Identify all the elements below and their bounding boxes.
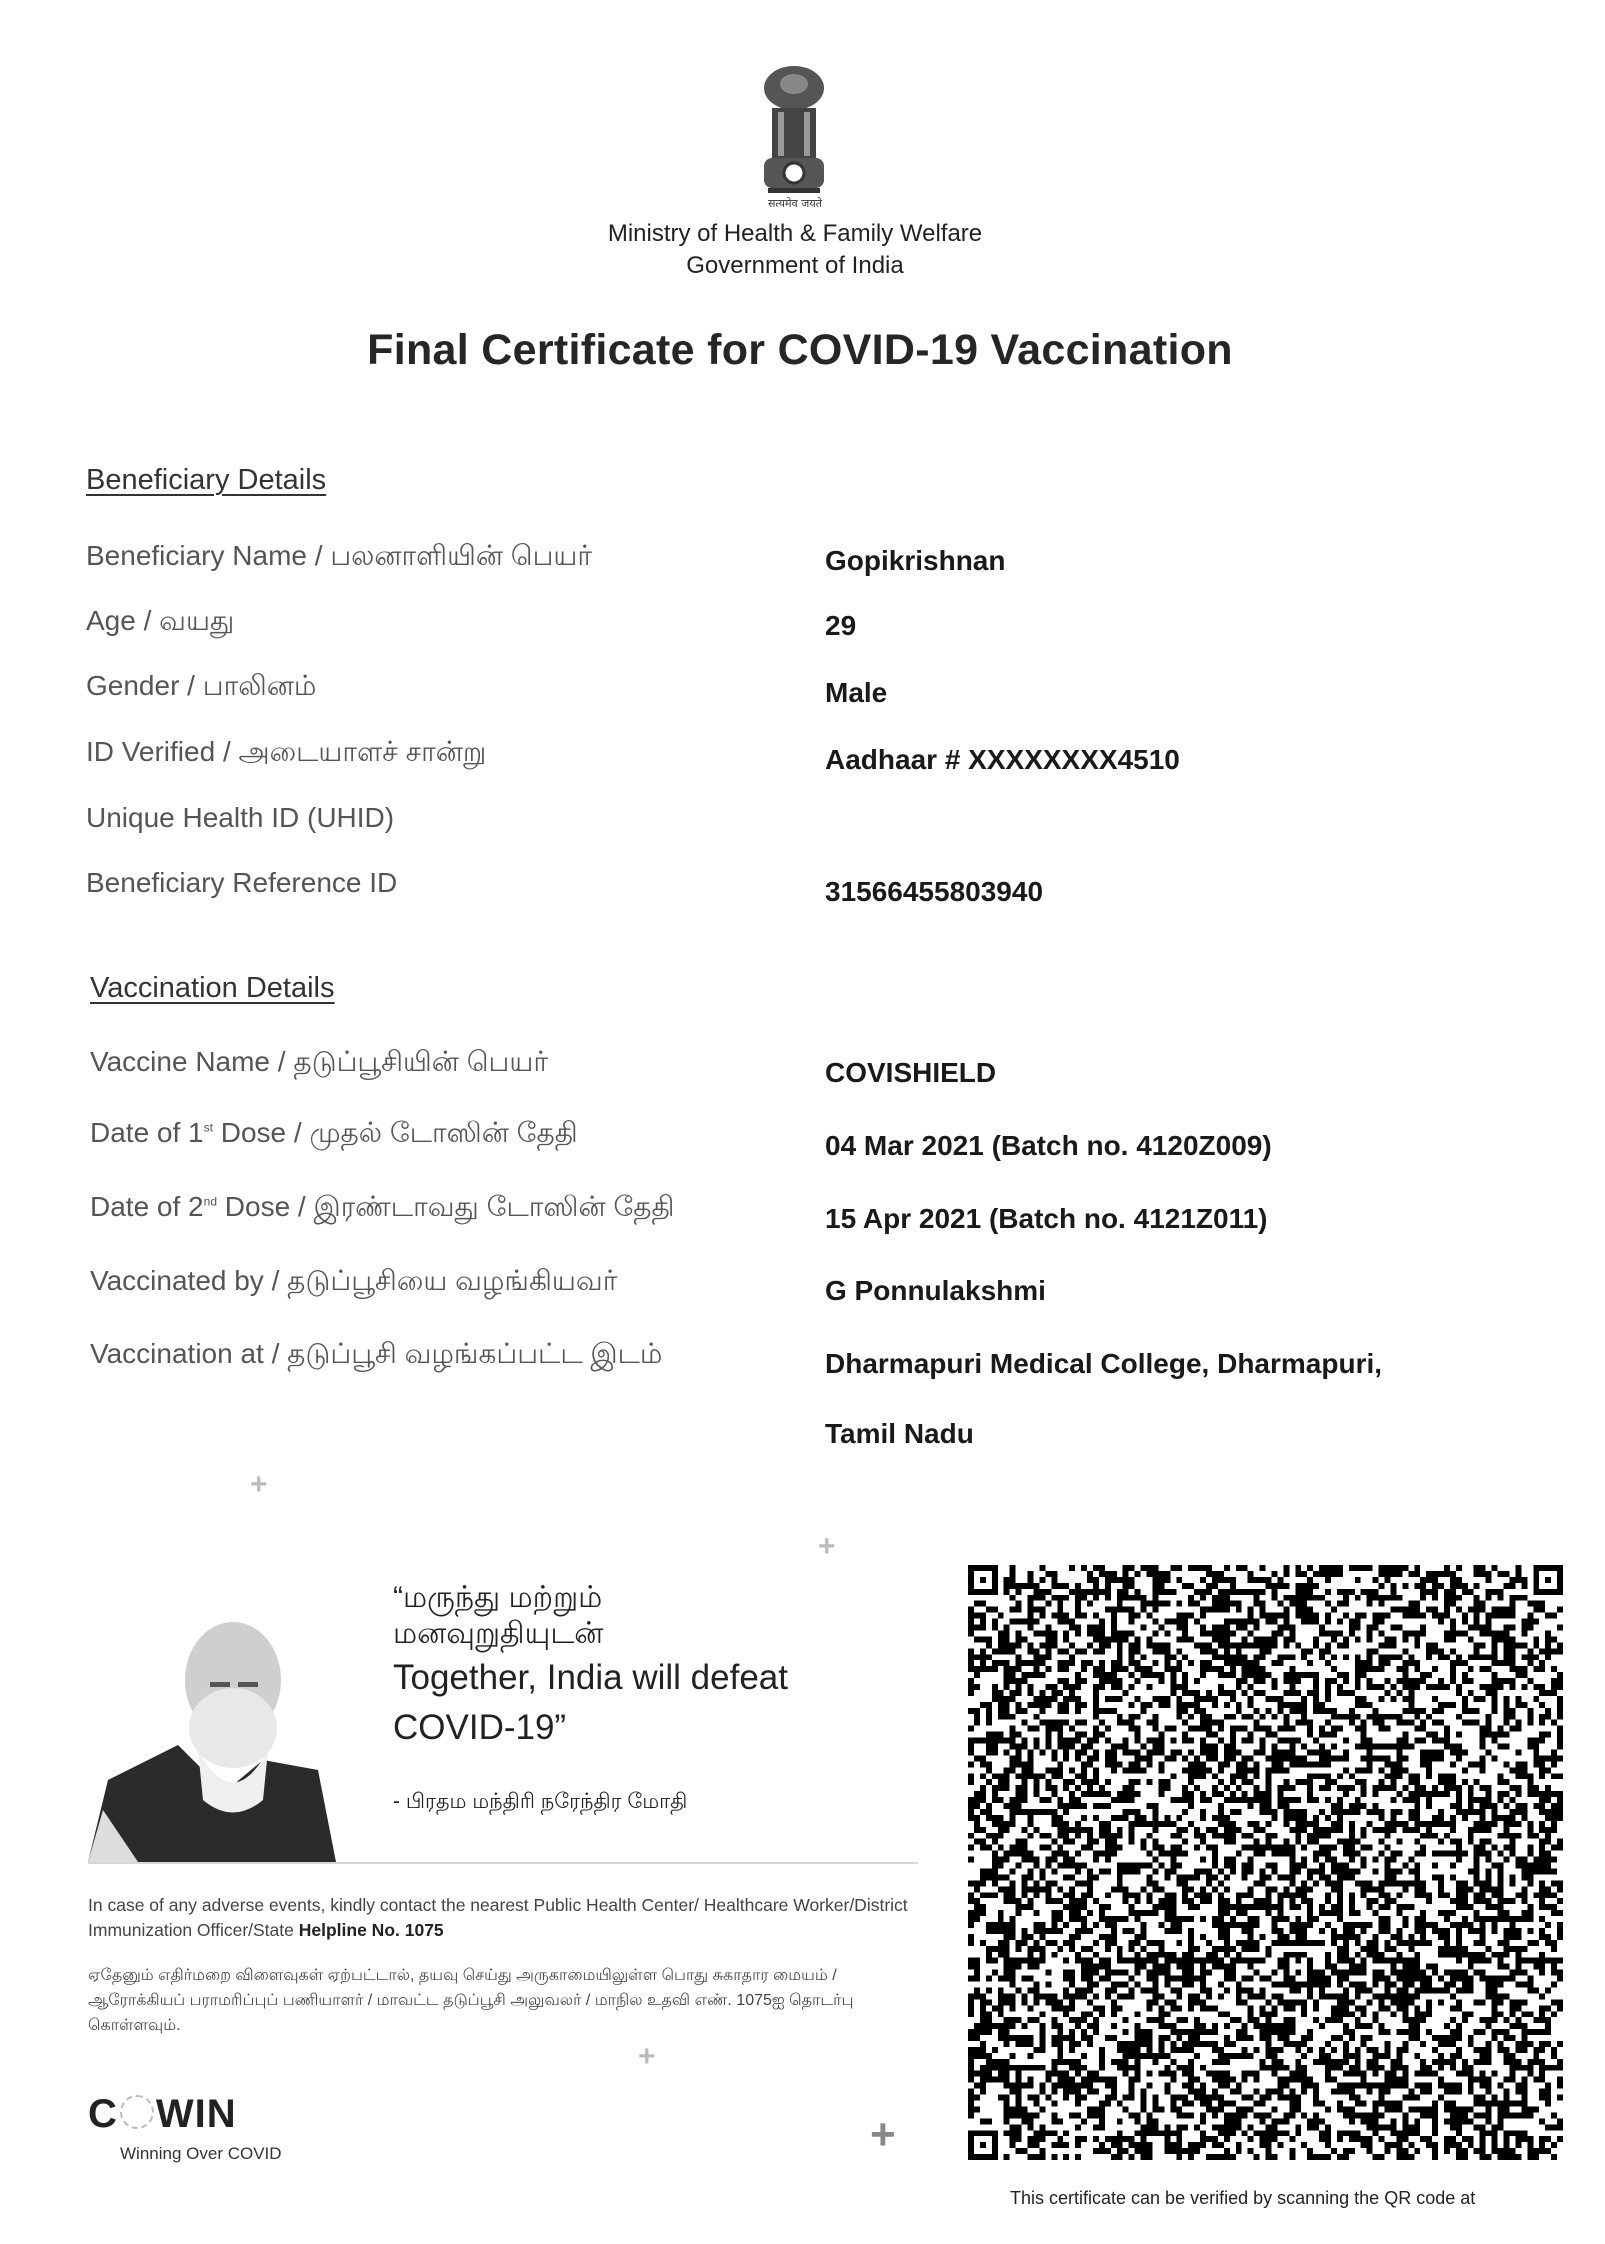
emblem-motto: सत्यमेव जयते [767, 197, 822, 210]
quote-block [393, 1580, 788, 1750]
quote-attribution: - பிரதம மந்திரி நரேந்திர மோதி [393, 1790, 688, 1813]
quote-english-line1: Together, India will defeat [393, 1658, 788, 1697]
vaccination-at-value-line2: Tamil Nadu [825, 1418, 974, 1449]
dose2-date-value: 15 Apr 2021 (Batch no. 4121Z011) [825, 1203, 1268, 1234]
dose1-date-value: 04 Mar 2021 (Batch no. 4120Z009) [825, 1130, 1272, 1161]
beneficiary-details-heading: Beneficiary Details [86, 464, 327, 496]
age-label: Age / வயது [86, 605, 235, 636]
decorative-plus-icon: + [870, 2110, 896, 2159]
adverse-events-advisory: In case of any adverse events, kindly contact the nearest Public Health Center/ Healthcare Worker/District Immunization Officer/State Helpline No. 1075 [88, 1895, 908, 1940]
uhid-label: Unique Health ID (UHID) [86, 802, 395, 833]
quote-tamil-line2: மனவுறுதியுடன் [393, 1617, 604, 1650]
vaccine-name-label: Vaccine Name / தடுப்பூசியின் பெயர் [90, 1046, 548, 1077]
vaccine-name-value: COVISHIELD [825, 1057, 997, 1088]
dose2-date-label: Date of 2nd Dose / இரண்டாவது டோஸின் தேதி [90, 1191, 675, 1222]
id-verified-label: ID Verified / அடையாளச் சான்று [86, 736, 487, 767]
gender-value: Male [825, 677, 888, 708]
qr-code-icon[interactable] [968, 1565, 1563, 2160]
cowin-tagline: Winning Over COVID [120, 2144, 282, 2163]
vaccination-details-heading: Vaccination Details [90, 972, 335, 1004]
issuing-authority [400, 218, 1190, 282]
adverse-events-advisory-tamil: ஏதேனும் எதிர்மறை விளைவுகள் ஏற்பட்டால், தயவு செய்து அருகாமையிலுள்ள பொது சுகாதார மையம் / ஆரோக்கியப் பராமரிப்புப் பணியாளர் / மாவட்ட தடுப்பூசி அலுவலர் / மாநில உதவி எண். 1075ஐ தொடர்பு கொள்ளவும். [88, 1967, 854, 2034]
beneficiary-name-label: Beneficiary Name / பலனாளியின் பெயர் [86, 540, 593, 571]
vaccinated-by-value: G Ponnulakshmi [825, 1275, 1046, 1306]
reference-id-value: 31566455803940 [825, 876, 1044, 907]
prime-minister-portrait [88, 1610, 336, 1862]
decorative-plus-icon: + [818, 1530, 836, 1563]
national-emblem-icon [752, 60, 836, 210]
certificate-title: Final Certificate for COVID-19 Vaccination [367, 326, 1233, 374]
gender-label: Gender / பாலினம் [86, 670, 317, 701]
government-name: Government of India [686, 252, 904, 279]
beneficiary-name-value: Gopikrishnan [825, 545, 1006, 576]
ministry-name: Ministry of Health & Family Welfare [607, 220, 983, 247]
decorative-plus-icon: + [250, 1468, 268, 1501]
section-divider [88, 1862, 918, 1864]
age-value: 29 [825, 610, 857, 641]
vaccination-at-value: Dharmapuri Medical College, Dharmapuri, [825, 1348, 1383, 1379]
id-verified-value: Aadhaar # XXXXXXXX4510 [825, 744, 1180, 775]
helpline-number: Helpline No. 1075 [298, 1920, 444, 1940]
vaccination-at-label: Vaccination at / தடுப்பூசி வழங்கப்பட்ட இடம் [90, 1338, 663, 1369]
globe-icon [120, 2095, 154, 2129]
reference-id-label: Beneficiary Reference ID [86, 867, 398, 898]
qr-verify-text: This certificate can be verified by scanning the QR code at [1010, 2188, 1476, 2208]
quote-tamil-line1: “மருந்து மற்றும் [393, 1581, 603, 1614]
vaccinated-by-label: Vaccinated by / தடுப்பூசியை வழங்கியவர் [90, 1265, 618, 1296]
quote-english-line2: COVID-19” [393, 1708, 567, 1747]
cowin-logo: C WIN [88, 2092, 237, 2136]
dose1-date-label: Date of 1st Dose / முதல் டோஸின் தேதி [90, 1117, 578, 1148]
decorative-plus-icon: + [638, 2040, 656, 2073]
